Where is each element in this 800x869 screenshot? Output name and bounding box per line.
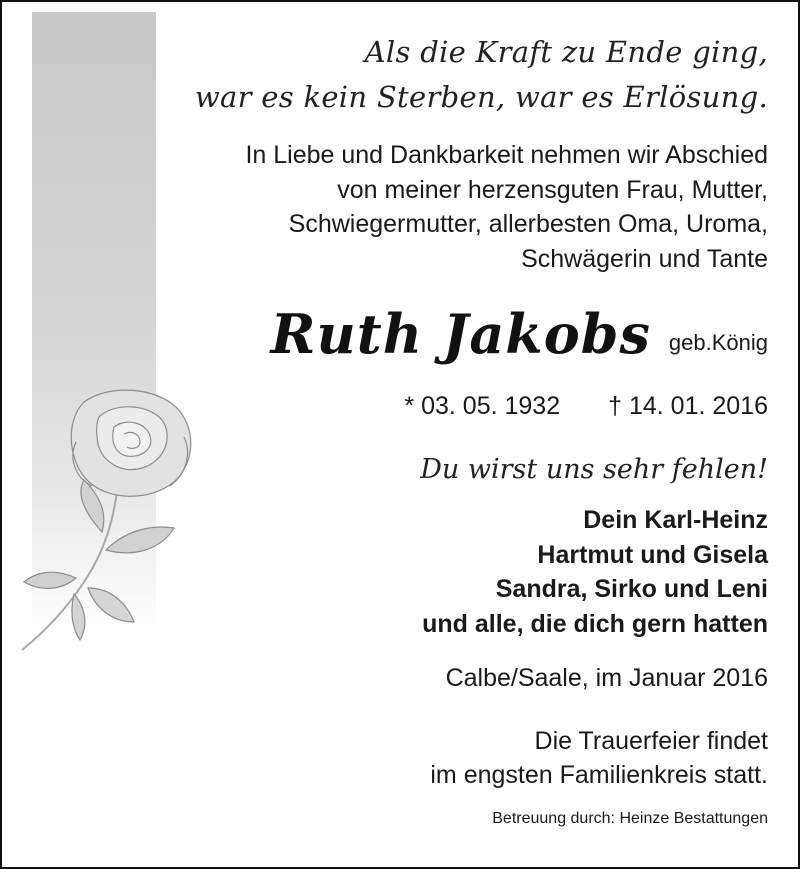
intro-line: In Liebe und Dankbarkeit nehmen wir Abschied: [245, 141, 768, 169]
service-info: [430, 724, 768, 792]
deceased-name: Ruth Jakobs: [270, 302, 651, 366]
intro-line: Schwiegermutter, allerbesten Oma, Uroma,: [288, 210, 768, 238]
life-dates: [404, 392, 768, 421]
death-date: † 14. 01. 2016: [608, 392, 768, 420]
motto-line-2: war es kein Sterben, war es Erlösung.: [194, 80, 768, 114]
name-row: [271, 294, 768, 364]
rose-icon: [14, 382, 224, 662]
mourner-line: Hartmut und Gisela: [537, 540, 768, 569]
motto: [195, 30, 768, 120]
motto-line-1: Als die Kraft zu Ende ging,: [364, 35, 768, 69]
mourner-line: Dein Karl-Heinz: [583, 506, 768, 534]
mourners-list: [422, 503, 768, 641]
funeral-home-credit: Betreuung durch: Heinze Bestattungen: [492, 810, 768, 827]
service-line-1: Die Trauerfeier findet: [534, 727, 768, 755]
farewell-line: Du wirst uns sehr fehlen!: [420, 454, 768, 485]
place-date: Calbe/Saale, im Januar 2016: [445, 664, 768, 692]
mourner-line: und alle, die dich gern hatten: [422, 609, 768, 638]
intro-line: Schwägerin und Tante: [521, 244, 768, 273]
intro-text: [245, 138, 768, 276]
mourner-line: Sandra, Sirko und Leni: [495, 575, 768, 603]
birth-name: geb.König: [668, 330, 768, 355]
birth-date: * 03. 05. 1932: [404, 392, 561, 420]
service-line-2: im engsten Familienkreis statt.: [430, 761, 768, 789]
intro-line: von meiner herzensguten Frau, Mutter,: [337, 175, 768, 204]
